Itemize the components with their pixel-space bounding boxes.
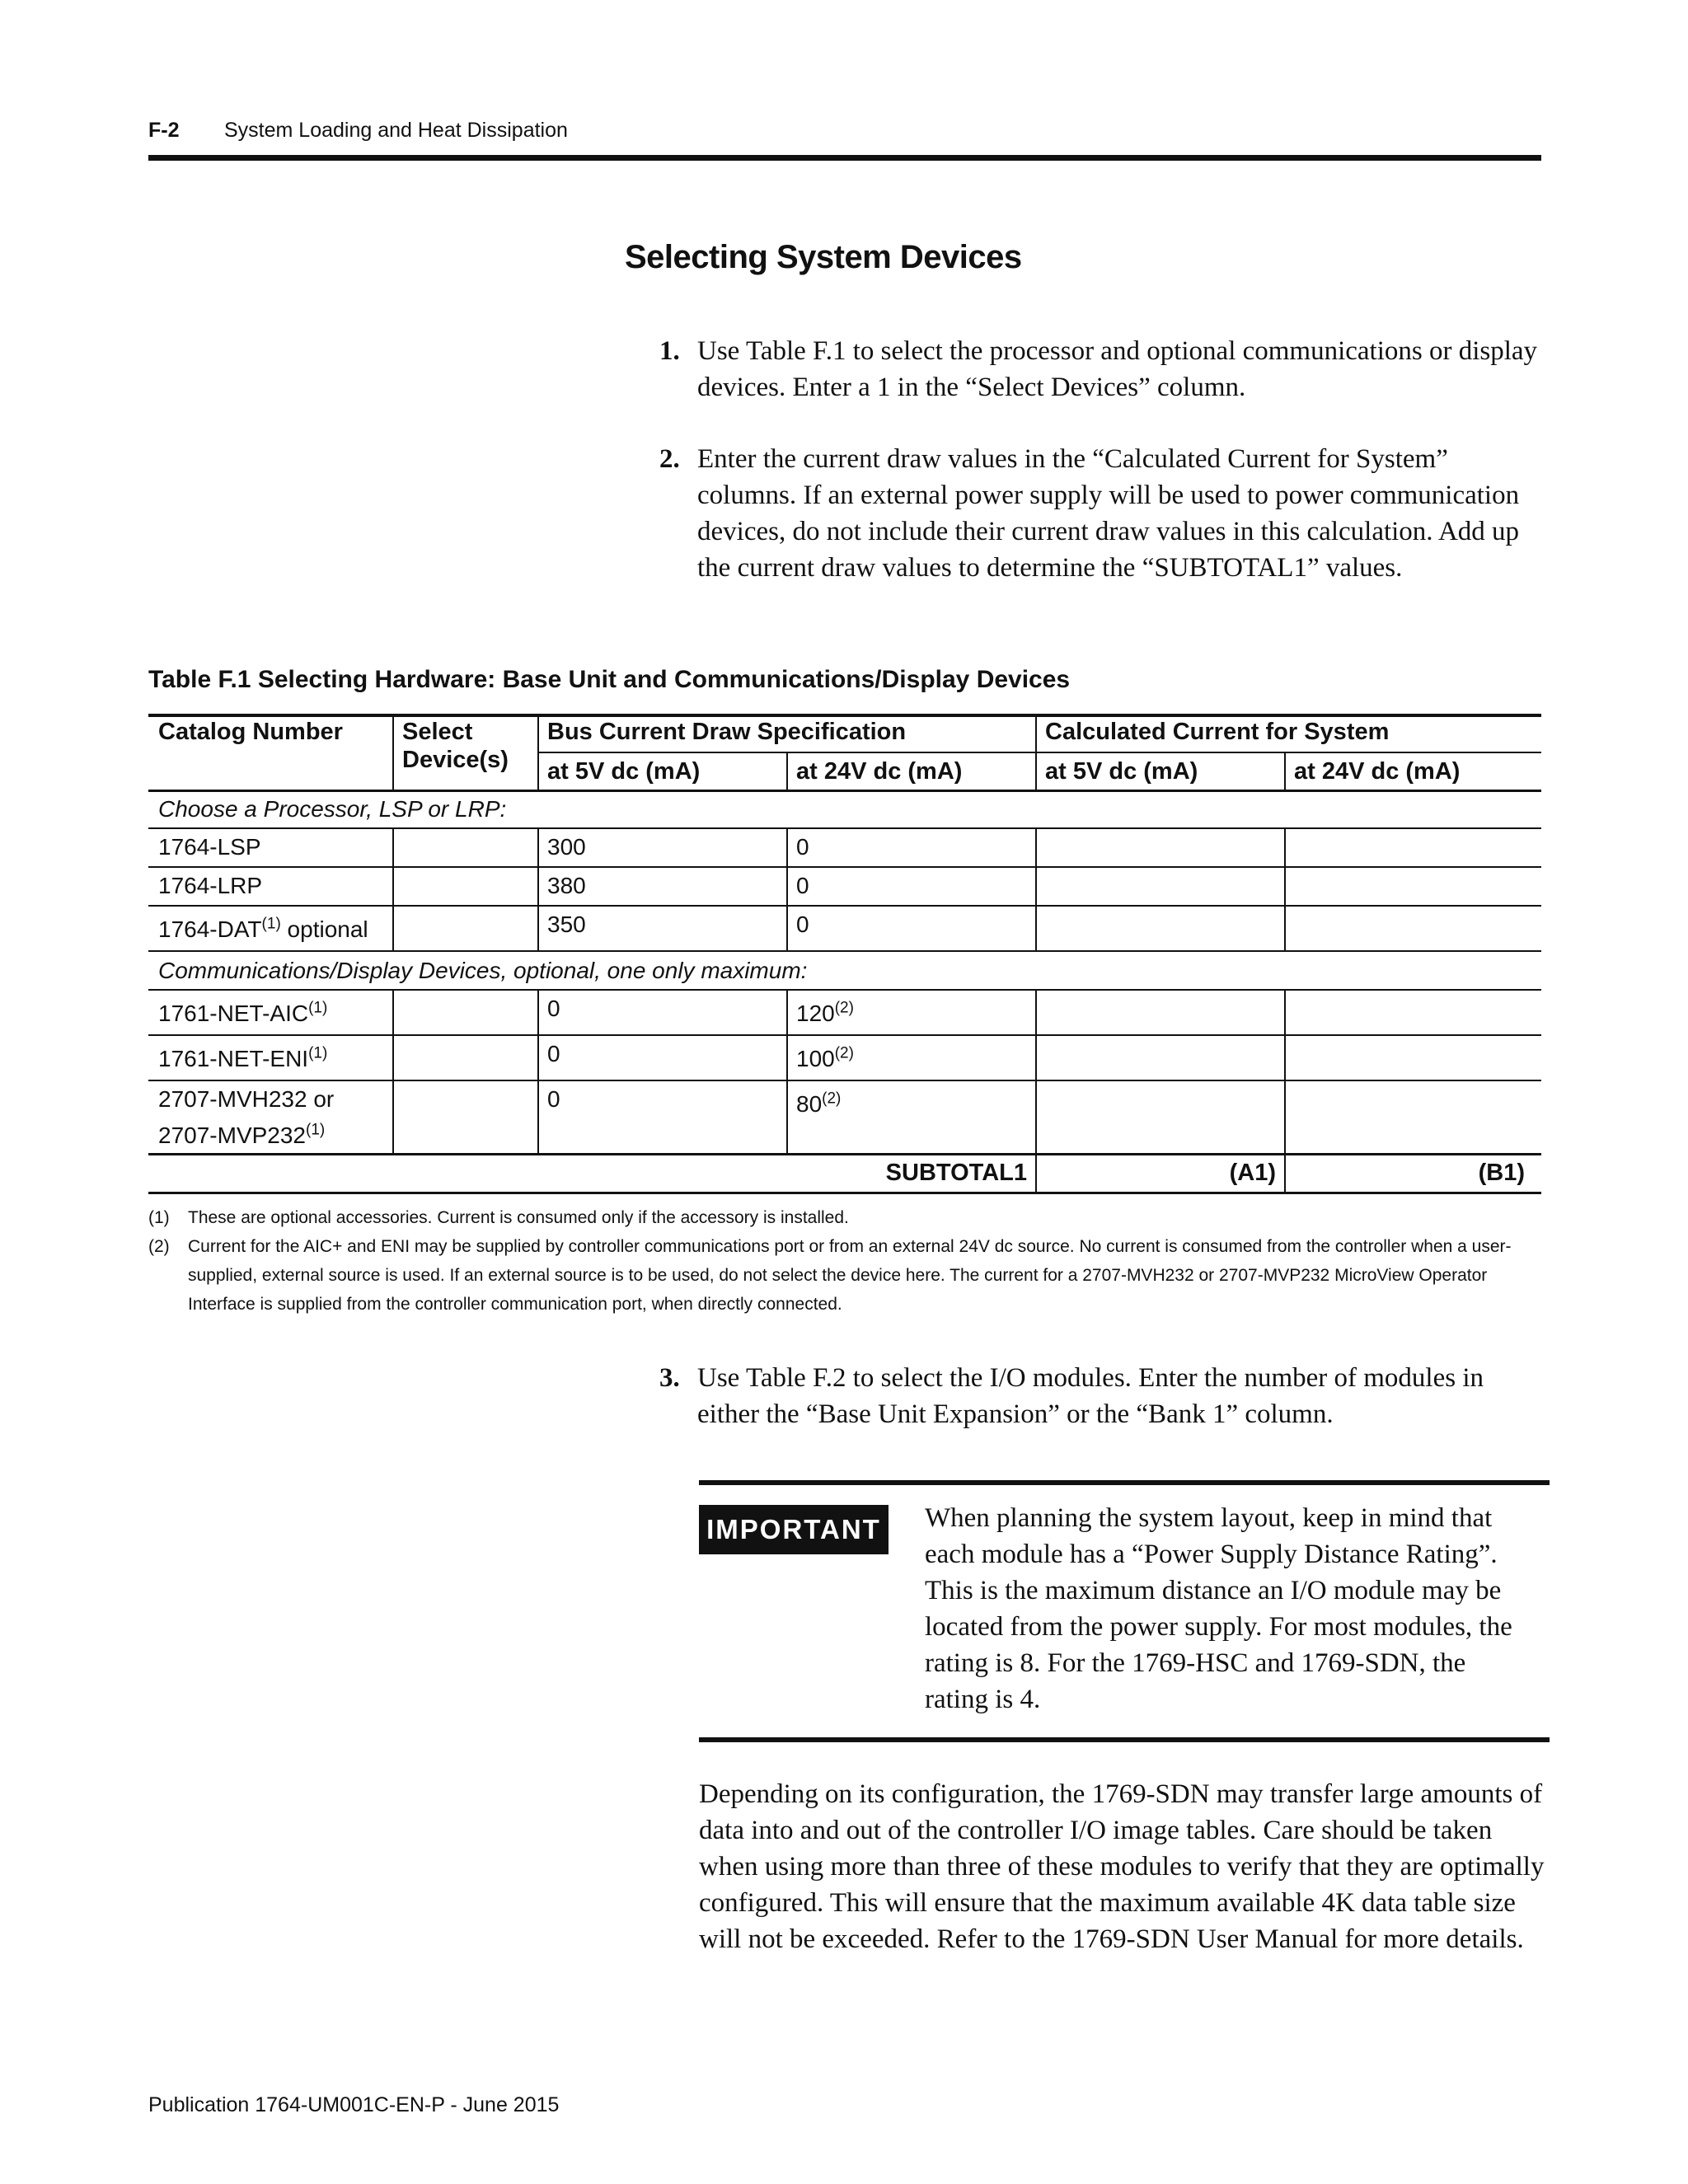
col-divider (1284, 989, 1286, 1193)
body-paragraph: Depending on its configuration, the 1769-SDN may transfer large amounts of data into and out of the controller I/O image tables. Care should be taken when using more than three of these modules to verify that they are optimally configured. This will ensure that the maximum available 4K data table size will not be exceeded. Refer to the 1769-SDN User Manual for more details. (699, 1779, 1545, 1954)
col-divider (1035, 989, 1037, 1193)
row-rule (148, 827, 1541, 829)
table-caption: Table F.1 Selecting Hardware: Base Unit and Communications/Display Devices (148, 666, 1071, 693)
footnote-ref: (2) (822, 1090, 842, 1108)
catalog-cell-line2 (158, 1122, 325, 1149)
header-calc-5v: at 5V dc (mA) (1045, 758, 1198, 785)
header-sub-rule (537, 752, 1541, 753)
row-rule (148, 989, 1541, 991)
col-divider (1035, 827, 1037, 950)
col-divider (1284, 827, 1286, 950)
footnote-number: (2) (148, 1237, 170, 1256)
footnote-text: Current for the AIC+ and ENI may be supplied by controller communications port or from an external 24V dc source. No current is consumed from the controller when a user-supplied, external source is used. If an external source is to be used, do not select the device here. The current for a 2707-MVH232 or 2707-MVP232 MicroView Operator Interface is supplied from the controller communication port, when directly connected. (188, 1237, 1512, 1314)
bus-24v-cell (796, 1001, 854, 1027)
col-divider (786, 827, 788, 950)
header-bus-24v: at 24V dc (mA) (796, 758, 963, 785)
step-text: Use Table F.1 to select the processor and optional communications or display devices. Enter a 1 in the “Select Devices” column. (697, 336, 1538, 402)
catalog-cell: 1764-LSP (158, 834, 261, 860)
header-calculated-current: Calculated Current for System (1045, 719, 1390, 745)
header-select-devices: Device(s) (402, 747, 509, 773)
page-number: F-2 (148, 119, 180, 142)
running-header-title: System Loading and Heat Dissipation (224, 119, 568, 142)
catalog-text: 1764-DAT (158, 916, 262, 942)
header-bottom-rule (148, 790, 1541, 792)
col-divider (537, 714, 539, 791)
table-top-rule (148, 714, 1541, 717)
value-text: 80 (796, 1091, 823, 1117)
bus-5v-cell: 0 (547, 1041, 560, 1066)
bus-24v-cell: 0 (796, 834, 809, 860)
footnote-ref: (1) (261, 915, 281, 933)
footnote-number: (1) (148, 1208, 170, 1227)
footnote-ref: (2) (834, 999, 854, 1017)
bus-5v-cell: 0 (547, 1086, 560, 1112)
col-divider (786, 989, 788, 1154)
row-rule (148, 1080, 1541, 1081)
step-text: Enter the current draw values in the “Calculated Current for System” columns. If an external power supply will be used to power communication devices, do not include their current draw values in this calculation. Add up the current draw values to determine the “SUBTOTAL1” values. (697, 444, 1520, 583)
header-calc-24v: at 24V dc (mA) (1294, 758, 1461, 785)
catalog-cell (158, 1001, 327, 1027)
header-bus-5v: at 5V dc (mA) (547, 758, 701, 785)
table-bottom-rule (148, 1192, 1541, 1194)
catalog-cell: 1764-LRP (158, 873, 263, 898)
subtotal-b1: (B1) (1478, 1160, 1525, 1186)
bus-5v-cell: 0 (547, 996, 560, 1021)
step-number: 1. (659, 336, 680, 366)
bus-24v-cell: 0 (796, 873, 809, 898)
important-top-rule (699, 1480, 1550, 1485)
catalog-cell (158, 1046, 327, 1072)
row-rule (148, 1034, 1541, 1036)
col-divider (1284, 752, 1286, 791)
important-bottom-rule (699, 1737, 1550, 1742)
col-divider (392, 714, 394, 791)
bus-24v-cell (796, 1046, 854, 1072)
col-divider (392, 827, 394, 950)
important-badge: IMPORTANT (699, 1505, 889, 1554)
footnote-ref: (2) (834, 1044, 854, 1062)
bus-5v-cell: 380 (547, 873, 586, 898)
bus-5v-cell: 350 (547, 912, 586, 937)
footnote-ref: (1) (306, 1121, 326, 1139)
value-text: 100 (796, 1046, 835, 1071)
header-catalog-number: Catalog Number (158, 719, 343, 745)
col-divider (537, 989, 539, 1154)
step-number: 2. (659, 444, 680, 474)
bus-24v-cell (796, 1091, 841, 1118)
footnote-text: These are optional accessories. Current is consumed only if the accessory is installed. (188, 1208, 849, 1227)
header-bus-current: Bus Current Draw Specification (547, 719, 907, 745)
subtotal-a1: (A1) (1229, 1160, 1276, 1186)
catalog-suffix: optional (280, 916, 368, 942)
catalog-text: 2707-MVP232 (158, 1122, 307, 1148)
col-divider (1035, 714, 1037, 791)
col-divider (786, 752, 788, 791)
subtotal-top-rule (148, 1153, 1541, 1155)
publication-footer: Publication 1764-UM001C-EN-P - June 2015 (148, 2093, 560, 2116)
catalog-cell (158, 916, 368, 943)
step-text: Use Table F.2 to select the I/O modules. Enter the number of modules in either the “Base Unit Expansion” or the “Bank 1” column. (697, 1363, 1484, 1429)
group-processor: Choose a Processor, LSP or LRP: (158, 796, 507, 822)
bus-24v-cell: 0 (796, 912, 809, 937)
bus-5v-cell: 300 (547, 834, 586, 860)
col-divider (392, 989, 394, 1154)
catalog-cell: 2707-MVH232 or (158, 1086, 335, 1112)
footnote-ref: (1) (308, 999, 328, 1017)
important-text: When planning the system layout, keep in mind that each module has a “Power Supply Distance Rating”. This is the maximum distance an I/O module may be located from the power supply. For most modules, the rating is 8. For the 1769-HSC and 1769-SDN, the rating is 4. (925, 1503, 1512, 1714)
value-text: 120 (796, 1001, 835, 1026)
section-title: Selecting System Devices (625, 239, 1022, 275)
row-rule (148, 866, 1541, 868)
subtotal-label: SUBTOTAL1 (885, 1160, 1027, 1186)
col-divider (537, 827, 539, 950)
header-select: Select (402, 719, 473, 745)
step-number: 3. (659, 1363, 680, 1393)
catalog-text: 1761-NET-ENI (158, 1046, 309, 1071)
catalog-text: 1761-NET-AIC (158, 1001, 309, 1026)
row-rule (148, 905, 1541, 907)
footnote-ref: (1) (308, 1044, 328, 1062)
header-rule (148, 155, 1541, 161)
row-rule (148, 950, 1541, 952)
group-communications: Communications/Display Devices, optional, one only maximum: (158, 958, 808, 983)
